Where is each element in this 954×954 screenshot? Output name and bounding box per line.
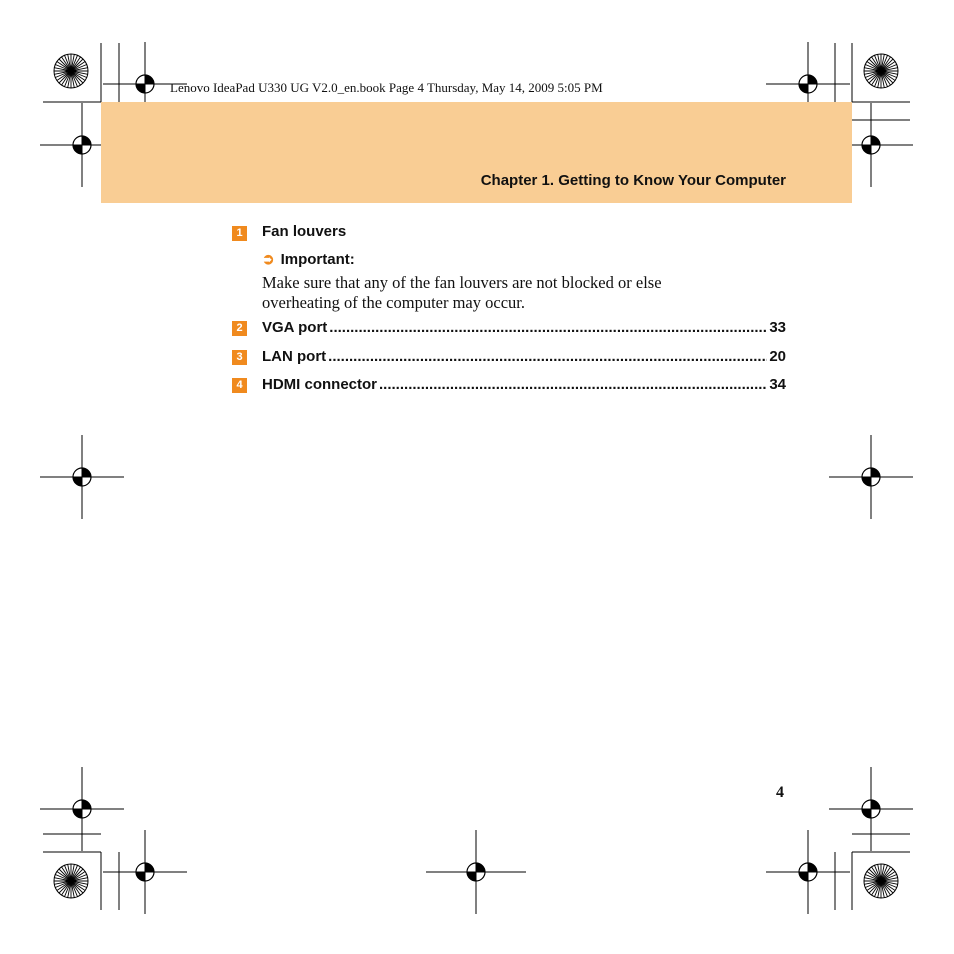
toc-page: 34 <box>769 376 786 393</box>
item-number-badge: 4 <box>232 378 247 393</box>
toc-leader <box>329 319 767 336</box>
important-label: Important: <box>280 251 355 268</box>
toc-leader <box>379 376 767 393</box>
chapter-title: Chapter 1. Getting to Know Your Computer <box>480 172 786 189</box>
book-header: Lenovo IdeaPad U330 UG V2.0_en.book Page 4 Thursday, May 14, 2009 5:05 PM <box>170 80 603 95</box>
toc-row-hdmi-connector[interactable] <box>262 376 786 393</box>
page-number: 4 <box>776 784 784 801</box>
arrow-icon: ➲ <box>262 251 275 268</box>
toc-row-lan-port[interactable] <box>262 348 786 365</box>
toc-label: VGA port <box>262 319 328 336</box>
item-title-fan-louvers: Fan louvers <box>262 223 347 240</box>
item-number-badge: 2 <box>232 321 247 336</box>
important-note <box>262 250 355 268</box>
toc-label: HDMI connector <box>262 376 378 393</box>
toc-row-vga-port[interactable] <box>262 319 786 336</box>
toc-label: LAN port <box>262 348 327 365</box>
toc-leader <box>328 348 767 365</box>
toc-page: 20 <box>769 348 786 365</box>
important-text: Make sure that any of the fan louvers are not blocked or else overheating of the computer may occur. <box>262 273 662 312</box>
toc-page: 33 <box>769 319 786 336</box>
item-number-badge: 3 <box>232 350 247 365</box>
item-number-badge: 1 <box>232 226 247 241</box>
